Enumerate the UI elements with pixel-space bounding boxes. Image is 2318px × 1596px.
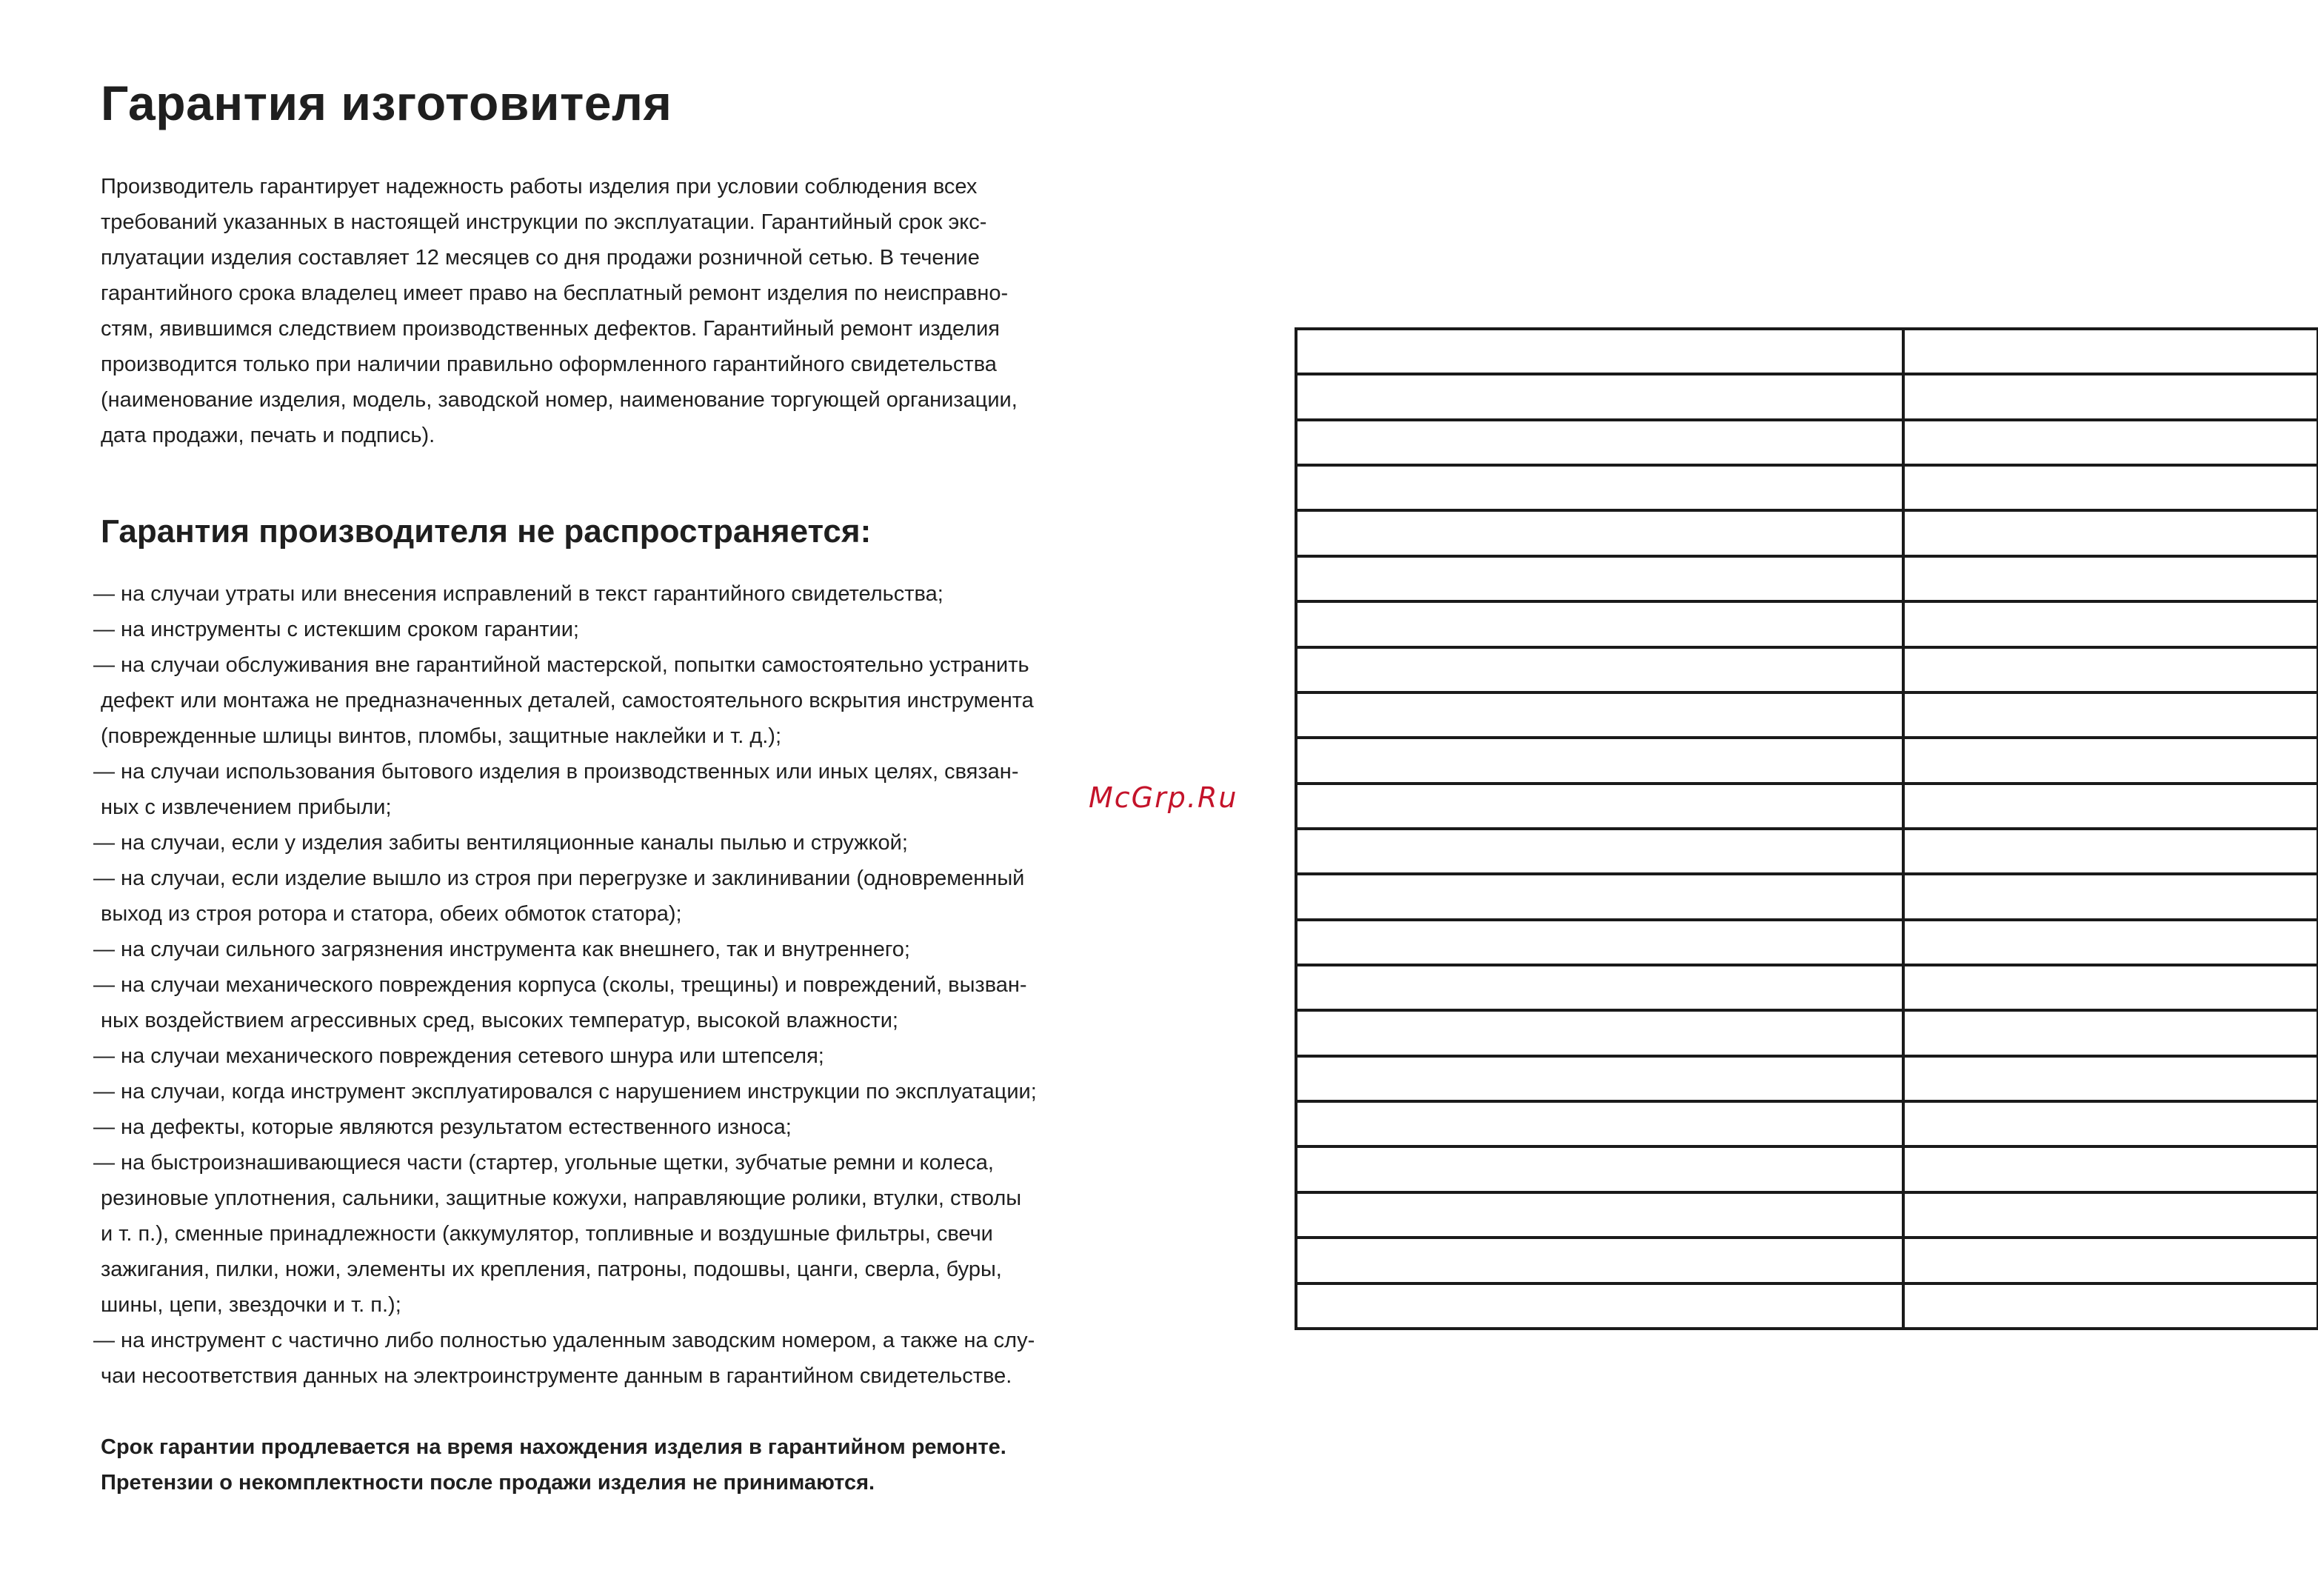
form-table-cell[interactable] (1296, 1283, 1903, 1329)
form-table-row (1296, 920, 2318, 965)
form-table-row (1296, 1101, 2318, 1146)
form-table-cell[interactable] (1296, 965, 1903, 1010)
form-table-cell[interactable] (1296, 829, 1903, 874)
form-table-cell[interactable] (1903, 920, 2318, 965)
form-table-cell[interactable] (1296, 465, 1903, 510)
form-table-cell[interactable] (1903, 829, 2318, 874)
form-table-cell[interactable] (1296, 692, 1903, 738)
form-table-cell[interactable] (1903, 420, 2318, 465)
form-table-row (1296, 374, 2318, 419)
form-table-cell[interactable] (1296, 1056, 1903, 1101)
exclusion-line: — на случаи обслуживания вне гарантийной мастерской, попытки самостоятельно устранить (93, 653, 1029, 677)
warranty-text-column (0, 0, 1155, 1596)
form-table-body (1296, 329, 2318, 1329)
form-table-cell[interactable] (1903, 465, 2318, 510)
form-table-cell[interactable] (1903, 1192, 2318, 1238)
form-table-cell[interactable] (1296, 601, 1903, 647)
form-table-cell[interactable] (1296, 647, 1903, 692)
form-table-row (1296, 1283, 2318, 1329)
closing-notes (101, 1429, 1006, 1500)
form-table-cell[interactable] (1296, 1238, 1903, 1283)
exclusion-line: — на случаи механического повреждения корпуса (сколы, трещины) и повреждений, вызван- (93, 973, 1027, 997)
form-table-row (1296, 647, 2318, 692)
intro-line: плуатации изделия составляет 12 месяцев со дня продажи розничной сетью. В течение (101, 246, 980, 270)
exclusion-line: чаи несоответствия данных на электроинструменте данным в гарантийном свидетельстве. (101, 1364, 1012, 1388)
form-table-cell[interactable] (1296, 420, 1903, 465)
form-table-cell[interactable] (1903, 1056, 2318, 1101)
exclusion-line: — на случаи использования бытового изделия в производственных или иных целях, связан- (93, 760, 1019, 784)
exclusion-line: — на инструмент с частично либо полностью удаленным заводским номером, а также на слу- (93, 1329, 1035, 1352)
exclusion-line: ных воздействием агрессивных сред, высоких температур, высокой влажности; (101, 1009, 898, 1032)
form-table-cell[interactable] (1903, 965, 2318, 1010)
form-table-cell[interactable] (1903, 1238, 2318, 1283)
intro-line: дата продажи, печать и подпись). (101, 424, 435, 447)
form-table-row (1296, 510, 2318, 555)
intro-line: Производитель гарантирует надежность работы изделия при условии соблюдения всех (101, 175, 978, 198)
form-table-cell[interactable] (1903, 647, 2318, 692)
exclusion-line: — на инструменты с истекшим сроком гарантии; (93, 618, 579, 641)
form-table-row (1296, 738, 2318, 783)
warranty-form-table (1295, 327, 2318, 1330)
form-table-row (1296, 1238, 2318, 1283)
exclusion-line: и т. п.), сменные принадлежности (аккумулятор, топливные и воздушные фильтры, свечи (101, 1222, 993, 1246)
exclusions-heading: Гарантия производителя не распространяется: (101, 513, 872, 550)
form-table-row (1296, 1056, 2318, 1101)
exclusion-line: дефект или монтажа не предназначенных деталей, самостоятельного вскрытия инструмента (101, 689, 1034, 712)
form-table-cell[interactable] (1903, 510, 2318, 555)
form-table-cell[interactable] (1296, 1192, 1903, 1238)
exclusion-line: — на случаи сильного загрязнения инструмента как внешнего, так и внутреннего; (93, 938, 910, 961)
exclusion-line: — на случаи механического повреждения сетевого шнура или штепселя; (93, 1044, 824, 1068)
intro-line: стям, явившимся следствием производственных дефектов. Гарантийный ремонт изделия (101, 317, 1001, 341)
exclusion-line: — на случаи, когда инструмент эксплуатировался с нарушением инструкции по эксплуатации; (93, 1080, 1037, 1103)
exclusion-line: — на случаи, если изделие вышло из строя при перегрузке и заклинивании (одновременный (93, 867, 1025, 890)
form-table-cell[interactable] (1903, 1283, 2318, 1329)
form-table-row (1296, 465, 2318, 510)
intro-line: (наименование изделия, модель, заводской номер, наименование торгующей организации, (101, 388, 1018, 412)
exclusion-line: зажигания, пилки, ножи, элементы их крепления, патроны, подошвы, цанги, сверла, буры, (101, 1258, 1002, 1281)
form-table-row (1296, 1010, 2318, 1055)
form-table-row (1296, 874, 2318, 919)
exclusion-line: — на дефекты, которые являются результатом естественного износа; (93, 1115, 792, 1139)
exclusions-list (93, 576, 1145, 1394)
form-table-row (1296, 1146, 2318, 1192)
form-table-row (1296, 692, 2318, 738)
form-table-cell[interactable] (1903, 374, 2318, 419)
form-table-cell[interactable] (1903, 784, 2318, 829)
exclusion-line: резиновые уплотнения, сальники, защитные кожухи, направляющие ролики, втулки, стволы (101, 1186, 1022, 1210)
closing-line: Срок гарантии продлевается на время нахождения изделия в гарантийном ремонте. (101, 1435, 1006, 1459)
form-table-row (1296, 420, 2318, 465)
form-table-cell[interactable] (1296, 738, 1903, 783)
form-table-cell[interactable] (1296, 329, 1903, 374)
exclusion-line: — на случаи, если у изделия забиты вентиляционные каналы пылью и стружкой; (93, 831, 908, 855)
form-table-cell[interactable] (1296, 1101, 1903, 1146)
exclusion-line: ных с извлечением прибыли; (101, 795, 392, 819)
form-table-cell[interactable] (1903, 1010, 2318, 1055)
intro-line: требований указанных в настоящей инструкции по эксплуатации. Гарантийный срок экс- (101, 210, 987, 234)
form-table-cell[interactable] (1903, 1101, 2318, 1146)
exclusion-line: шины, цепи, звездочки и т. п.); (101, 1293, 401, 1317)
form-table-cell[interactable] (1296, 556, 1903, 601)
page-title: Гарантия изготовителя (101, 76, 672, 130)
intro-line: гарантийного срока владелец имеет право на бесплатный ремонт изделия по неисправно- (101, 281, 1009, 305)
form-table-cell[interactable] (1296, 374, 1903, 419)
closing-line: Претензии о некомплектности после продажи изделия не принимаются. (101, 1471, 875, 1495)
form-table-cell[interactable] (1903, 738, 2318, 783)
form-table-cell[interactable] (1903, 1146, 2318, 1192)
form-table-cell[interactable] (1903, 601, 2318, 647)
form-table-row (1296, 829, 2318, 874)
exclusion-line: — на быстроизнашивающиеся части (стартер, угольные щетки, зубчатые ремни и колеса, (93, 1151, 994, 1175)
form-table-cell[interactable] (1296, 920, 1903, 965)
form-table-cell[interactable] (1296, 784, 1903, 829)
form-table-row (1296, 1192, 2318, 1238)
form-table-row (1296, 556, 2318, 601)
form-table-cell[interactable] (1903, 329, 2318, 374)
form-table-cell[interactable] (1903, 692, 2318, 738)
form-table-cell[interactable] (1296, 1146, 1903, 1192)
form-table-row (1296, 329, 2318, 374)
form-table-row (1296, 784, 2318, 829)
form-table-row (1296, 965, 2318, 1010)
form-table-cell[interactable] (1903, 874, 2318, 919)
form-table-cell[interactable] (1296, 874, 1903, 919)
intro-paragraph (101, 169, 1138, 453)
form-table-row (1296, 601, 2318, 647)
exclusion-line: выход из строя ротора и статора, обеих обмоток статора); (101, 902, 682, 926)
form-table-cell[interactable] (1296, 510, 1903, 555)
exclusion-line: (поврежденные шлицы винтов, пломбы, защитные наклейки и т. д.); (101, 724, 782, 748)
watermark-logo: McGrp.Ru (1089, 781, 1238, 814)
form-table-cell[interactable] (1296, 1010, 1903, 1055)
intro-line: производится только при наличии правильно оформленного гарантийного свидетельства (101, 353, 997, 376)
form-table-cell[interactable] (1903, 556, 2318, 601)
exclusion-line: — на случаи утраты или внесения исправлений в текст гарантийного свидетельства; (93, 582, 943, 606)
